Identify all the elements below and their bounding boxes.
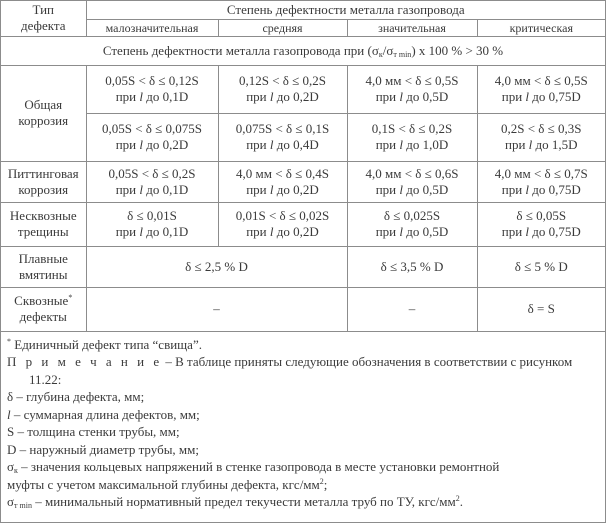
legend-sigma-t: $\sigma_{т min}$ – минимальный нормативный предел текучести металла труб по ТУ, кгс/$мм^2$.: [7, 494, 464, 510]
legend-s: S – толщина стенки трубы, мм;: [7, 424, 180, 439]
row-label-nonthrough-cracks: Несквозные трещины: [1, 202, 86, 246]
legend-l: l – суммарная длина дефектов, мм;: [7, 406, 200, 422]
row-label-pitting-corrosion: Питтинговая коррозия: [1, 161, 86, 202]
nonthrough-significant: δ ≤ 0,025S при l до 0,5D: [347, 202, 477, 246]
corrosion-b-significant: 0,1S < δ ≤ 0,2S при l до 1,0D: [347, 113, 477, 161]
header-level-minor: малозначительная: [86, 19, 218, 36]
table-notes: [1, 332, 605, 511]
pitting-significant: 4,0 мм < δ ≤ 0,6S при l до 0,5D: [347, 161, 477, 202]
corrosion-a-significant: 4,0 мм < δ ≤ 0,5S при l до 0,5D: [347, 65, 477, 113]
pitting-critical: 4,0 мм < δ ≤ 0,7S при l до 0,75D: [477, 161, 605, 202]
footnote: * Единичный дефект типа “свища”.: [7, 336, 202, 352]
corrosion-b-minor: 0,05S < δ ≤ 0,075S при l до 0,2D: [86, 113, 218, 161]
row-label-general-corrosion: Общая коррозия: [1, 65, 86, 161]
header-level-medium: средняя: [218, 19, 347, 36]
nonthrough-medium: 0,01S < δ ≤ 0,02S при l до 0,2D: [218, 202, 347, 246]
row-label-through-defects: Сквозные* дефекты: [1, 287, 86, 331]
legend-sigma-k-cont: муфты с учетом максимальной глубины дефекта, кгс/$мм^2$;: [7, 476, 328, 492]
pitting-medium: 4,0 мм < δ ≤ 0,4S при l до 0,2D: [218, 161, 347, 202]
header-defect-type: Тип дефекта: [1, 1, 86, 36]
corrosion-b-critical: 0,2S < δ ≤ 0,3S при l до 1,5D: [477, 113, 605, 161]
legend-sigma-k: $\sigma_к$ – значения кольцевых напряжений в стенке газопровода в месте установки ремонтной: [7, 459, 500, 475]
through-critical: δ = S: [477, 287, 605, 331]
nonthrough-critical: δ ≤ 0,05S при l до 0,75D: [477, 202, 605, 246]
pitting-minor: 0,05S < δ ≤ 0,2S при l до 0,1D: [86, 161, 218, 202]
header-level-critical: критическая: [477, 19, 605, 36]
nonthrough-minor: δ ≤ 0,01S при l до 0,1D: [86, 202, 218, 246]
through-significant: –: [347, 287, 477, 331]
legend-delta: δ – глубина дефекта, мм;: [7, 389, 145, 404]
defect-table: [1, 1, 605, 332]
header-level-significant: значительная: [347, 19, 477, 36]
note-line: П р и м е ч а н и е – В таблице приняты следующие обозначения в соответствии с рисунком: [7, 354, 573, 369]
corrosion-a-critical: 4,0 мм < δ ≤ 0,5S при l до 0,75D: [477, 65, 605, 113]
corrosion-b-medium: 0,075S < δ ≤ 0,1S при l до 0,4D: [218, 113, 347, 161]
dents-minor-medium: δ ≤ 2,5 % D: [86, 246, 347, 287]
legend-d: D – наружный диаметр трубы, мм;: [7, 441, 199, 457]
criterion-row: Степень дефектности металла газопровода при $(\sigma_к/\sigma_{т min})$ х 100 % > 30 %: [1, 36, 605, 65]
note-line-cont: 11.22:: [29, 371, 62, 387]
corrosion-a-medium: 0,12S < δ ≤ 0,2S при l до 0,2D: [218, 65, 347, 113]
row-label-smooth-dents: Плавные вмятины: [1, 246, 86, 287]
dents-significant: δ ≤ 3,5 % D: [347, 246, 477, 287]
corrosion-a-minor: 0,05S < δ ≤ 0,12S при l до 0,1D: [86, 65, 218, 113]
header-degree-title: Степень дефектности металла газопровода: [86, 1, 605, 19]
dents-critical: δ ≤ 5 % D: [477, 246, 605, 287]
through-minor-medium: –: [86, 287, 347, 331]
